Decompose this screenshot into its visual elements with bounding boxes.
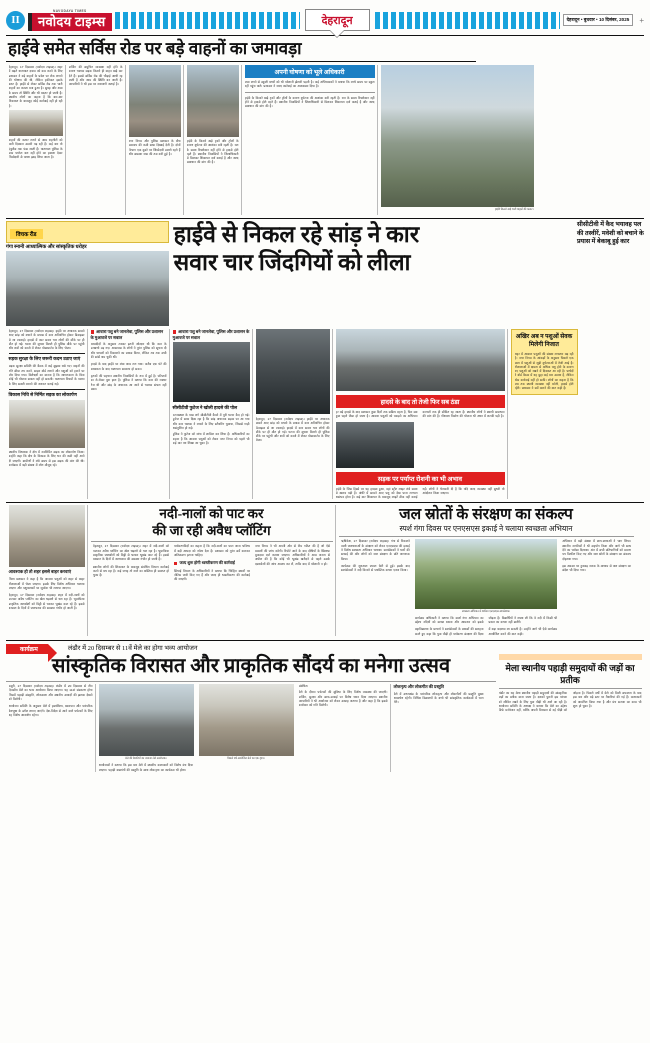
edition-tab xyxy=(305,9,370,31)
second-left-sub1-body: सड़क सुरक्षा समिति की बैठक में कई सुझाव रखे गए। वाहनों की गति सीमा तय करने, साइन बोर्ड लगाने और पशुओं को हटाने पर जोर दिया गया। विशेषज्ञों का मानना है कि जागरूकता के बिना कोई भी योजना सफल नहीं हो सकती। यातायात नियमों के पालन के लिए सख्ती बरतने की जरूरत बताई गई। xyxy=(8,364,85,386)
second-col-1 xyxy=(6,329,88,499)
third-left-sub-body: जिला प्रशासन ने कहा है कि आवारा पशुओं को शहर से बाहर गौशालाओं में भेजा जाएगा। इसके लिए विशेष अभियान चलाया जाएगा और पशुपालकों पर जुर्माना भी लगाया जाएगा। xyxy=(8,577,85,590)
fourth-photo-caption: स्वच्छता अभियान में शामिल एनएसएस स्वयंसेवक। xyxy=(461,610,511,614)
bottom-col3-text: संबंधित। xyxy=(298,684,309,689)
second-col-5 xyxy=(333,329,508,499)
bottom-photo-2-caption: पिछले वर्ष आयोजित मेले का एक दृश्य। xyxy=(227,757,265,761)
stripe-decoration-right xyxy=(375,12,560,29)
second-sub2-photo xyxy=(336,422,414,468)
bottom-col-3 xyxy=(296,684,391,772)
second-sub2-body: हर बड़े हादसे के बाद प्रशासन कुछ दिनों तक सक्रिय रहता है, फिर सब कुछ पहले जैसा हो जाता है। आवारा पशुओं को पकड़ने का अभियान कागजों तक ही सीमित रह जाता है। स्थानीय लोगों ने स्थायी समाधान की मांग की है। गौशाला निर्माण की योजना भी अधर में लटकी पड़ी है। xyxy=(335,410,505,419)
bottom-headline-rule xyxy=(6,681,496,682)
masthead xyxy=(6,4,644,32)
lead-col5-text: जाम लगने से स्कूली बच्चों को भी परेशानी झेलनी पड़ती है। कई अभिभावकों ने बताया कि बच्चे समय पर स्कूल नहीं पहुंच पाते। प्रशासन ने जल्द कार्रवाई का आश्वासन दिया है। xyxy=(244,80,375,89)
second-col1-rule2 xyxy=(9,389,85,390)
logo-latin-name: NAVODAYA TIMES xyxy=(53,9,87,13)
second-side-head-area xyxy=(573,221,644,326)
third-left-sub-head: आवश्यक हो तो शहर इससे बाहर करवाएं xyxy=(8,569,72,575)
bottom-col-4 xyxy=(391,684,486,772)
page-number-badge: II xyxy=(6,11,25,30)
fourth-story-cols xyxy=(339,539,634,636)
second-left-sub2-body: स्थानीय विधायक ने क्षेत्र में नवनिर्मित सड़क का लोकार्पण किया। उन्होंने कहा कि क्षेत्र के विकास के लिए धन की कमी नहीं आने दी जाएगी। ग्रामीणों ने लंबे समय से इस सड़क की मांग की थी। कार्यक्रम में बड़ी संख्या में लोग मौजूद रहे। xyxy=(8,449,85,467)
second-tag-box xyxy=(6,221,169,243)
lead-col1b-text: वाहनों की कतार लगने से आम राहगीरों को भारी दिक्कत उठानी पड़ रही है। कई बार तो एंबुलेंस तक फंस जाती है। यातायात पुलिस के पास पर्याप्त बल नहीं होने का हवाला देकर जिम्मेदारी से पल्ला झाड़ लिया जाता है। xyxy=(8,137,63,160)
second-col1-rule xyxy=(9,353,85,354)
second-side-headline: सीसीटीवी में कैद भयावह पल की तस्वीरें, मवेशी को बचाने के प्रयास में बेकाबू हुई कार xyxy=(576,221,644,246)
third-left-photo-col xyxy=(6,505,88,636)
fourth-col-photo xyxy=(412,539,559,636)
second-headline-line2: सवार चार जिंदगियों को लीला xyxy=(173,250,411,275)
fourth-col1b-text: कार्यक्रम की शुरुआत प्रभात फेरी से हुई। इसके बाद स्वयंसेवकों ने नदी किनारे से प्लास्टिक कचरा एकत्र किया। xyxy=(341,563,410,573)
second-sub1b-body: पुलिस ने फुटेज को जांच में शामिल कर लिया है। अधिकारियों का कहना है कि आवारा पशुओं को लेकर नगर निगम को पहले भी कई बार पत्र लिखा जा चुका है। xyxy=(172,432,250,445)
second-col1-text: देहरादून, 17 दिसम्बर (नवोदय टाइम्स)। हाईवे पर अचानक सामने आए सांड़ को बचाने के प्रयास में कार अनियंत्रित होकर डिवाइडर से जा टकराई। हादसे में कार सवार चार लोगों की मौके पर ही मौत हो गई। घटना की सूचना मिलते ही पुलिस मौके पर पहुंची और शवों को कब्जे में लेकर पोस्टमार्टम के लिए भेजा। xyxy=(8,329,85,351)
third-headline-line1: नदी-नालों को पाट कर xyxy=(159,506,264,522)
bottom-col-1 xyxy=(6,684,96,772)
bottom-headline: सांस्कृतिक विरासत और प्राकृतिक सौंदर्य का मनेगा उत्सव xyxy=(51,655,451,678)
lead-col1-text: देहरादून, 17 दिसम्बर (नवोदय टाइम्स)। शहर में बढ़ते यातायात दबाव को कम करने के लिए प्रशासन ने बड़े वाहनों के प्रवेश पर रोक लगाने की घोषणा की थी, लेकिन हकीकत इसके उलट है। हाईवे से लेकर सर्विस रोड तक भारी वाहनों का कब्जा बना हुआ है। सुबह और शाम के समय तो स्थिति और भी बदतर हो जाती है। स्थानीय लोगों का कहना है कि बार-बार शिकायत के बावजूद कोई कार्रवाई नहीं हो रही है। xyxy=(8,65,63,108)
fourth-col2b-text: इस अवसर पर नुक्कड़ नाटक के माध्यम से जल संरक्षण का संदेश भी दिया गया। xyxy=(562,563,631,573)
second-headline-area xyxy=(169,221,573,326)
bottom-col4-head: लोकनृत्य और लोकगीत की प्रस्तुति xyxy=(393,684,444,690)
fourth-story xyxy=(336,505,636,636)
bottom-col3b-text: मेले के दौरान पर्यटकों की सुविधा के लिए विशेष व्यवस्था की जाएगी। पार्किंग, सुरक्षा और साफ-सफाई पर विशेष ध्यान दिया जाएगा। स्थानीय व्यापारियों ने भी आयोजन को लेकर उत्साह जताया है और कहा है कि इससे कारोबार को गति मिलेगी। xyxy=(298,690,388,708)
second-story-head xyxy=(6,221,644,326)
second-col2c-text: मृतकों की पहचान स्थानीय निवासियों के रूप में हुई है। परिजनों का रो-रोकर बुरा हाल है। पुलिस ने बताया कि कार की रफ्तार तेज थी और सांड़ के अचानक आ जाने से चालक संभल नहीं सका। xyxy=(90,373,167,391)
fourth-col-1 xyxy=(339,539,413,636)
bottom-col1-text: मसूरी, 17 दिसम्बर (नवोदय टाइम्स)। लंढौर में 20 दिसम्बर से तीन दिवसीय मेले का भव्य आयोजन किया जाएगा। यह 11वां संस्करण होगा जिसमें पहाड़ी संस्कृति, लोककला और स्थानीय उत्पादों की झलक देखने को मिलेगी। xyxy=(8,684,93,701)
second-col2-text: चश्मदीदों के अनुसार टक्कर इतनी जोरदार थी कि कार के परखच्चे उड़ गए। आसपास के लोगों ने तुरंत पुलिस को सूचना दी और घायलों को निकालने का प्रयास किया, लेकिन तब तक सभी की सांसें थम चुकी थीं। xyxy=(90,342,167,360)
lead-photo-caption: हाईवे किनारे खड़े भारी वाहनों की कतार। xyxy=(495,208,534,211)
fourth-headline: जल स्रोतों के संरक्षण का संकल्प xyxy=(399,506,573,524)
third-left-photo xyxy=(9,505,85,567)
second-col-3 xyxy=(170,329,253,499)
third-col-2 xyxy=(171,544,252,581)
second-col-2 xyxy=(88,329,170,499)
second-accident-photo xyxy=(256,329,330,414)
third-fourth-row xyxy=(6,505,644,636)
bottom-col2-text: आयोजकों ने बताया कि इस बार मेले में स्थानीय कलाकारों को विशेष मंच दिया जाएगा। पहाड़ी वाद्ययंत्रों की प्रस्तुति के साथ लोकनृत्य का कार्यक्रम भी होगा। xyxy=(98,763,193,772)
lead-col5b-text: हाईवे के किनारे खड़े ट्रकों और ट्रॉलों के कारण दुर्घटना की आशंका बनी रहती है। रात के समय रिफ्लेक्टर नहीं होने से हादसे होते रहते हैं। स्थानीय निवासियों ने जिलाधिकारी से मिलकर शिकायत दर्ज कराई है और जल्द समाधान की मांग की है। xyxy=(244,95,375,109)
fourth-headline-rule xyxy=(339,536,634,537)
third-divider xyxy=(6,502,644,503)
bottom-col4-text: मेले में उत्तराखंड के पारंपरिक लोकनृत्य और लोकगीतों की प्रस्तुति मुख्य आकर्षण रहेगी। विभिन्न विद्यालयों के बच्चे भी सांस्कृतिक कार्यक्रमों में भाग लेंगे। xyxy=(393,691,484,705)
stripe-decoration-left xyxy=(115,12,300,29)
bottom-left-block xyxy=(6,654,496,772)
edition-name: देहरादून xyxy=(321,15,353,27)
dateline: देहरादून • बुधवार • 10 दिसंबर, 2025 xyxy=(563,14,634,26)
second-tag-subhead: गंगा स्नानी आध्यात्मिक और सांस्कृतिक धरोहर xyxy=(6,245,87,250)
second-col3-caption xyxy=(173,402,250,403)
second-bullet-head: आवारा पशु बने जानलेवा, पुलिस और प्रशासन के मुआवजे पर सवाल xyxy=(90,329,164,340)
plus-icon: + xyxy=(639,15,645,25)
second-col3-photo xyxy=(173,342,250,402)
second-tag-area xyxy=(6,221,169,326)
fourth-col3-text: महाविद्यालय के प्राचार्य ने स्वयंसेवकों के प्रयासों की सराहना करते हुए कहा कि युवा पीढ़ी ही पर्यावरण संरक्षण की दिशा में बड़ा बदलाव ला सकती है। उन्होंने आगे भी ऐसे कार्यक्रम आयोजित करने की बात कही। xyxy=(414,627,558,636)
lead-headline-underline xyxy=(6,61,476,62)
lead-col-2 xyxy=(66,65,126,215)
fourth-photo xyxy=(415,539,557,609)
third-headline-line2: की जा रही अवैध प्लॉटिंग xyxy=(152,523,271,539)
bullet-square-icon xyxy=(91,330,95,334)
lead-photo-truck-1 xyxy=(129,65,181,137)
second-left-photo xyxy=(9,400,85,448)
bottom-divider xyxy=(6,640,644,641)
second-left-sub2-head: विकास निधि से निर्मित सड़क का लोकार्पण xyxy=(8,391,77,397)
lead-col2-text: पार्किंग की समुचित व्यवस्था नहीं होने के कारण चालक सड़क किनारे ही वाहन खड़े कर देते हैं। इससे सर्विस रोड की चौड़ाई आधी रह जाती है और जाम की स्थिति बन जाती है। व्यापारियों ने भी इस पर नाराजगी जताई है। xyxy=(68,65,123,87)
lead-col-3 xyxy=(126,65,184,215)
bottom-photo-2-wrap xyxy=(199,684,294,760)
second-accident-caption xyxy=(256,414,330,415)
third-col-3 xyxy=(252,544,332,581)
fourth-col4-text: अभियान में बड़ी संख्या में छात्र-छात्राओं ने भाग लिया। स्थानीय नागरिकों ने भी सहयोग किया और आगे भी साथ देने का भरोसा दिलाया। अंत में सभी प्रतिभागियों को प्रमाण पत्र वितरित किए गए और जल स्रोतों के संरक्षण का संकल्प दोहराया गया। xyxy=(562,539,631,561)
logo-hindi-name: नवोदय टाइम्स xyxy=(28,13,112,31)
bottom-main-row xyxy=(6,654,644,772)
second-yellow-head: अखिर अब न पशुओं सेवक मिलेगी निजात xyxy=(515,334,573,348)
bottom-col1b-text: आयोजन समिति के अनुसार मेले में हस्तशिल्प, खानपान और पारंपरिक वेशभूषा के स्टॉल लगाए जाएंगे। देश-विदेश से आने वाले पर्यटकों के लिए यह विशेष आकर्षण रहेगा। xyxy=(8,704,93,717)
second-police-caption xyxy=(336,391,505,392)
bottom-tag-subhead: लंढौर में 20 दिसम्बर से 11वें मेले का होगा भव्य आयोजन xyxy=(67,645,198,653)
bottom-tag-label: कार्यक्रम xyxy=(6,644,48,654)
bullet-square-icon-3 xyxy=(174,562,178,566)
second-sub1-head: सीसीटीवी फुटेज ने खोली हादसे की पोल xyxy=(172,405,238,411)
second-col-4 xyxy=(253,329,333,499)
lead-col3-text: नगर निगम और पुलिस प्रशासन के बीच समन्वय की कमी साफ दिखाई देती है। दोनों विभाग एक दूसरे पर जिम्मेदारी डालते रहते हैं और समस्या जस की तस बनी हुई है। xyxy=(128,139,181,156)
second-col-6 xyxy=(508,329,580,499)
third-col3-text: नगर निगम ने भी अपनी ओर से टीम गठित की है जो ऐसे मामलों की जांच करेगी। रिपोर्ट आने के बाद दोषियों के खिलाफ मुकदमा दर्ज कराया जाएगा। अधिकारियों ने आम जनता से अपील की है कि कोई भी भूखंड खरीदने से पहले उसके दस्तावेजों की जांच अवश्य कर लें, ताकि बाद में परेशानी न हो। xyxy=(254,544,330,566)
lead-main-photo xyxy=(381,65,534,207)
bottom-photo-1 xyxy=(99,684,194,756)
bullet-square-icon-2 xyxy=(173,330,177,334)
lead-headline: हाईवे समेत सर्विस रोड पर बड़े वाहनों का जमावड़ा xyxy=(8,39,302,58)
second-story-body xyxy=(6,329,644,499)
third-headline-rule xyxy=(91,541,333,542)
second-sub1-body: घटनास्थल के पास लगे सीसीटीवी कैमरे में पूरी घटना कैद हो गई। फुटेज में साफ दिख रहा है कि सांड़ अचानक सड़क पर आ गया और कार चालक ने बचाने के लिए स्टीयरिंग घुमाया, जिससे गाड़ी असंतुलित हो गई। xyxy=(172,413,250,431)
bottom-col-photos xyxy=(96,684,296,772)
lead-col-6 xyxy=(378,65,536,215)
third-col2-text: पर्यावरणविदों का कहना है कि नदी-नालों का पाटा जाना भविष्य में बड़ी आपदा को न्योता देना है। प्रशासन को तुरंत सर्वे कराकर अतिक्रमण हटाना चाहिए। xyxy=(173,544,250,558)
second-yellow-body: शहर में आवारा पशुओं की संख्या लगातार बढ़ रही है। नगर निगम के आंकड़ों के अनुसार पिछले एक साल में पशुओं से जुड़ी दुर्घटनाओं में तेजी आई है। गौशालाओं में क्षमता से अधिक पशु होने के कारण नए पशुओं को रखने में दिक्कत आ रही है। पार्षदों ने बोर्ड बैठक में यह मुद्दा कई बार उठाया है, लेकिन ठोस कार्रवाई नहीं हो सकी। लोगों का कहना है कि जब तक स्थायी व्यवस्था नहीं बनेगी, हादसे होते रहेंगे। प्रशासन ने सर्वे कराने की बात कही है। xyxy=(514,352,574,391)
fourth-col1-text: ऋषिकेश, 17 दिसम्बर (नवोदय टाइम्स)। गंगा से निकलने वाली जलधाराओं के संरक्षण को लेकर एनएसएस की इकाई ने विशेष स्वच्छता अभियान चलाया। स्वयंसेवकों ने घाटों की सफाई की और लोगों को जल संरक्षण के प्रति जागरूक किया। xyxy=(341,539,410,561)
second-sub2-head: हादसे के बाद तो तेजी फिर सब ठंडा xyxy=(336,395,505,408)
second-sub3-head: सड़क पर पर्याप्त रोशनी का भी अभाव xyxy=(336,472,505,485)
lead-col4-text: हाईवे के किनारे खड़े ट्रकों और ट्रॉलों के कारण दुर्घटना की आशंका बनी रहती है। रात के समय रिफ्लेक्टर नहीं होने से हादसे होते रहते हैं। स्थानीय निवासियों ने जिलाधिकारी से मिलकर शिकायत दर्ज कराई है और जल्द समाधान की मांग की है। xyxy=(186,139,239,165)
bottom-right-body: लंढौर का यह मेला स्थानीय पहाड़ी समुदायों की सांस्कृतिक जड़ों का प्रतीक माना जाता है। दशकों पुरानी इस परंपरा को जीवित रखने के लिए युवा पीढ़ी भी आगे आ रही है। आयोजन समिति के अध्यक्ष ने बताया कि मेले का उद्देश्य सिर्फ मनोरंजन नहीं, बल्कि अपनी विरासत से नई पीढ़ी को जोड़ना है। पिछले वर्षों में मेले को मिली सफलता के बाद इस बार और बड़े स्तर पर तैयारियां की गई हैं। कलाकारों को आमंत्रित किया गया है और मंच सज्जा का काम भी शुरू हो चुका है। xyxy=(498,691,642,713)
lead-col-1 xyxy=(6,65,66,215)
third-col1b-text: स्थानीय लोगों की शिकायत के बावजूद संबंधित विभाग कार्रवाई करने से बच रहा है। कई जगह तो नाले का अस्तित्व ही समाप्त हो चुका है। xyxy=(93,564,169,578)
second-col3-bullet: आवारा पशु बने जानलेवा, पुलिस और प्रशासन के मुआवजे पर सवाल xyxy=(172,329,250,340)
third-left-extra: देहरादून, 17 दिसम्बर (नवोदय टाइम्स)। शहर में नदी-नालों को पाटकर अवैध प्लॉटिंग का खेल धड़ल्ले से चल रहा है। भूमाफिया प्राकृतिक जलस्रोतों को मिट्टी से भरकर भूखंड काट रहे हैं। इससे बरसात के दिनों में जलभराव की समस्या गंभीर हो जाती है। xyxy=(8,593,85,611)
third-col-1 xyxy=(91,544,172,581)
third-col2b-text: सिंचाई विभाग के अधिकारियों ने बताया कि चिन्हित स्थानों पर नोटिस जारी किए गए हैं और जल्द ही ध्वस्तीकरण की कार्रवाई की जाएगी। xyxy=(173,568,250,582)
bottom-photo-1-caption: मेले की तैयारियों का जायजा लेते आयोजक। xyxy=(125,757,167,761)
third-story xyxy=(88,505,336,636)
bottom-right-rule xyxy=(499,688,642,689)
lead-photo-truck-2 xyxy=(187,65,239,137)
lead-col5-rule xyxy=(245,92,375,93)
second-tag-label: विचक रीड xyxy=(10,229,43,239)
fourth-subhead: स्पर्श गंगा दिवस पर एनएसएस इकाई ने चलाया स्वच्छता अभियान xyxy=(399,524,573,534)
lead-story-body xyxy=(6,65,644,215)
second-tag-photo xyxy=(6,251,169,326)
bottom-right-accent xyxy=(499,654,642,660)
lead-col-5 xyxy=(242,65,378,215)
third-story-cols xyxy=(91,544,333,581)
fourth-col-3 xyxy=(560,539,634,636)
second-left-sub1-head: सड़क सुरक्षा के लिए जरूरी कदम उठाए जाएं xyxy=(8,356,81,362)
second-police-photo xyxy=(336,329,505,391)
lead-photo-small xyxy=(9,110,63,136)
second-col2b-text: हादसे के बाद हाईवे पर लंबा जाम लग गया। करीब एक घंटे की मशक्कत के बाद यातायात सामान्य हो सका। xyxy=(90,362,167,371)
bottom-right-block xyxy=(496,654,644,772)
third-col1-text: देहरादून, 17 दिसम्बर (नवोदय टाइम्स)। शहर में नदी-नालों को पाटकर अवैध प्लॉटिंग का खेल धड़ल्ले से चल रहा है। भूमाफिया प्राकृतिक जलस्रोतों को मिट्टी से भरकर भूखंड काट रहे हैं। इससे बरसात के दिनों में जलभराव की समस्या गंभीर हो जाती है। xyxy=(93,544,169,562)
second-divider xyxy=(6,218,644,219)
second-col4-text: देहरादून, 17 दिसम्बर (नवोदय टाइम्स)। हाईवे पर अचानक सामने आए सांड़ को बचाने के प्रयास में कार अनियंत्रित होकर डिवाइडर से जा टकराई। हादसे में कार सवार चार लोगों की मौके पर ही मौत हो गई। घटना की सूचना मिलते ही पुलिस मौके पर पहुंची और शवों को कब्जे में लेकर पोस्टमार्टम के लिए भेजा। xyxy=(255,417,330,443)
second-headline-line1: हाईवे से निकल रहे सांड़ ने कार xyxy=(173,222,420,247)
newspaper-logo xyxy=(28,9,112,31)
second-yellow-box xyxy=(511,329,578,395)
third-bullet-head: जल्द शुरू होगी ध्वस्तीकरण की कार्रवाई xyxy=(174,560,250,565)
bottom-tag-row xyxy=(6,644,644,654)
bottom-photo-row xyxy=(99,684,294,760)
bottom-photo-2 xyxy=(199,684,294,756)
second-sub3-body: हाईवे के जिस हिस्से पर यह हादसा हुआ, वहां स्ट्रीट लाइट लंबे समय से खराब पड़ी है। अंधेरे में सामने आए पशु को देख पाना लगभग असंभव होता है। कई बार शिकायत के बावजूद लाइटें ठीक नहीं कराई गईं। लोगों ने चेतावनी दी है कि यदि जल्द व्यवस्था नहीं सुधरी तो आंदोलन किया जाएगा। xyxy=(335,486,505,500)
bottom-photo-1-wrap xyxy=(99,684,194,760)
bottom-story-cols xyxy=(6,684,496,772)
lead-blue-subhead: अपनी घोषणा को भूले अधिकारी xyxy=(245,65,375,78)
fourth-col2-text: कार्यक्रम अधिकारी ने बताया कि स्पर्श गंगा अभियान का उद्देश्य नदियों को स्वच्छ रखना और आमजन को इससे जोड़ना है। विद्यार्थियों ने शपथ ली कि वे नदी में किसी भी प्रकार का कचरा नहीं डालेंगे। xyxy=(414,615,558,625)
bottom-right-head: मेला स्थानीय पहाड़ी समुदायों की जड़ों का प्रतीक xyxy=(505,663,635,686)
lead-col-4 xyxy=(184,65,242,215)
